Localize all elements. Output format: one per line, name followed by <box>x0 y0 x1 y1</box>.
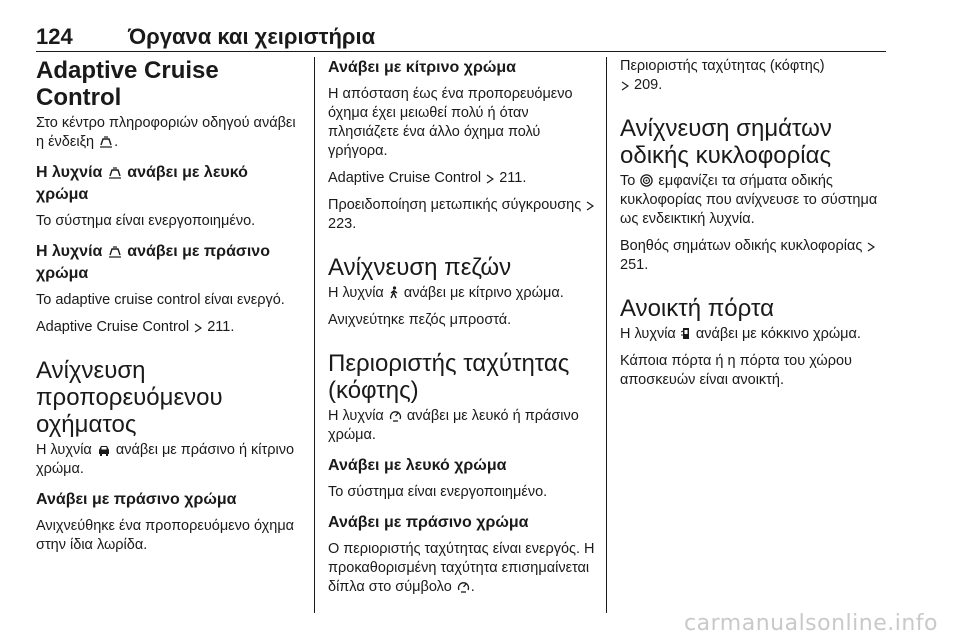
limiter-white-heading: Ανάβει με λευκό χρώμα <box>328 457 507 474</box>
limiter-green-text: Ο περιοριστής ταχύτητας είναι ενεργός. Η προκαθορισμένη ταχύτητα επισημαίνεται δίπλα στο σύμβολο . <box>328 541 595 595</box>
acc-green-heading: Η λυχνία ανάβει με πράσινο χρώμα <box>36 243 270 282</box>
limiter-reference: Περιοριστής ταχύτητας (κόφτης) 209. <box>620 58 825 93</box>
acc-green-text: Το adaptive cruise control είναι ενεργό. <box>36 292 285 308</box>
pedestrian-text-2: Ανιχνεύτηκε πεζός μπροστά. <box>328 312 512 328</box>
adaptive-cruise-icon <box>99 136 113 148</box>
page-reference-triangle-icon <box>486 174 494 184</box>
page-reference-triangle-icon <box>621 81 629 91</box>
pedestrian-text: Η λυχνία ανάβει με κίτρινο χρώμα. <box>328 285 564 301</box>
column-3 <box>620 57 886 398</box>
page-reference-triangle-icon <box>867 242 875 252</box>
watermark: carmanualsonline.info <box>684 611 938 636</box>
column-2 <box>328 57 596 605</box>
limiter-white-text: Το σύστημα είναι ενεργοποιημένο. <box>328 484 548 500</box>
door-open-icon <box>681 327 691 340</box>
traffic-sign-text: Το εμφανίζει τα σήματα οδικής κυκλοφορίας που ανίχνευσε το σύστημα ως ενδεικτική λυχνία. <box>620 173 878 227</box>
traffic-sign-title: Ανίχνευση σημάτων οδικής κυκλοφορίας <box>620 115 832 169</box>
traffic-sign-reference: Βοηθός σημάτων οδικής κυκλοφορίας 251. <box>620 237 886 275</box>
traffic-sign-icon <box>640 174 653 187</box>
speed-limiter-icon <box>389 409 402 422</box>
header-divider <box>36 51 886 52</box>
speed-limiter-title: Περιοριστής ταχύτητας (κόφτης) <box>328 350 570 404</box>
pedestrian-title: Ανίχνευση πεζών <box>328 254 512 281</box>
column-divider-2 <box>606 57 607 613</box>
speed-limiter-icon <box>457 580 470 593</box>
column-1 <box>36 57 304 563</box>
page-reference-triangle-icon <box>194 323 202 333</box>
door-open-text-2: Κάποια πόρτα ή η πόρτα του χώρου αποσκευών είναι ανοικτή. <box>620 353 852 388</box>
vehicle-green-text: Ανιχνεύθηκε ένα προπορευόμενο όχημα στην ίδια λωρίδα. <box>36 518 295 553</box>
acc-white-text: Το σύστημα είναι ενεργοποιημένο. <box>36 213 256 229</box>
column-divider-1 <box>314 57 315 613</box>
door-open-text: Η λυχνία ανάβει με κόκκινο χρώμα. <box>620 326 861 342</box>
pedestrian-icon <box>389 286 399 299</box>
acc-title: Adaptive Cruise Control <box>36 57 219 111</box>
page-reference-triangle-icon <box>586 201 594 211</box>
vehicle-ahead-title: Ανίχνευση προπορευόμενου οχήματος <box>36 357 223 438</box>
vehicle-yellow-reference-2: Προειδοποίηση μετωπικής σύγκρουσης 223. <box>328 196 596 234</box>
speed-limiter-text: Η λυχνία ανάβει με λευκό ή πράσινο χρώμα. <box>328 408 579 443</box>
acc-white-heading: Η λυχνία ανάβει με λευκό χρώμα <box>36 164 248 203</box>
vehicle-yellow-text: Η απόσταση έως ένα προπορευόμενο όχημα έχει μειωθεί πολύ ή όταν πλησιάζετε ένα άλλο όχημα πολύ γρήγορα. <box>328 86 573 159</box>
vehicle-yellow-reference-1: Adaptive Cruise Control 211. <box>328 170 527 186</box>
page-number: 124 <box>36 24 73 49</box>
adaptive-cruise-icon <box>108 167 122 179</box>
vehicle-green-heading: Ανάβει με πράσινο χρώμα <box>36 491 237 508</box>
acc-green-reference: Adaptive Cruise Control 211. <box>36 319 235 335</box>
acc-intro: Στο κέντρο πληροφοριών οδηγού ανάβει η ένδειξη . <box>36 115 296 150</box>
adaptive-cruise-icon <box>108 246 122 258</box>
vehicle-ahead-text: Η λυχνία ανάβει με πράσινο ή κίτρινο χρώμα. <box>36 442 295 477</box>
vehicle-ahead-icon <box>97 444 111 456</box>
page-title: Όργανα και χειριστήρια <box>128 24 376 49</box>
door-open-title: Ανοικτή πόρτα <box>620 295 774 322</box>
vehicle-yellow-heading: Ανάβει με κίτρινο χρώμα <box>328 59 516 76</box>
limiter-green-heading: Ανάβει με πράσινο χρώμα <box>328 514 529 531</box>
